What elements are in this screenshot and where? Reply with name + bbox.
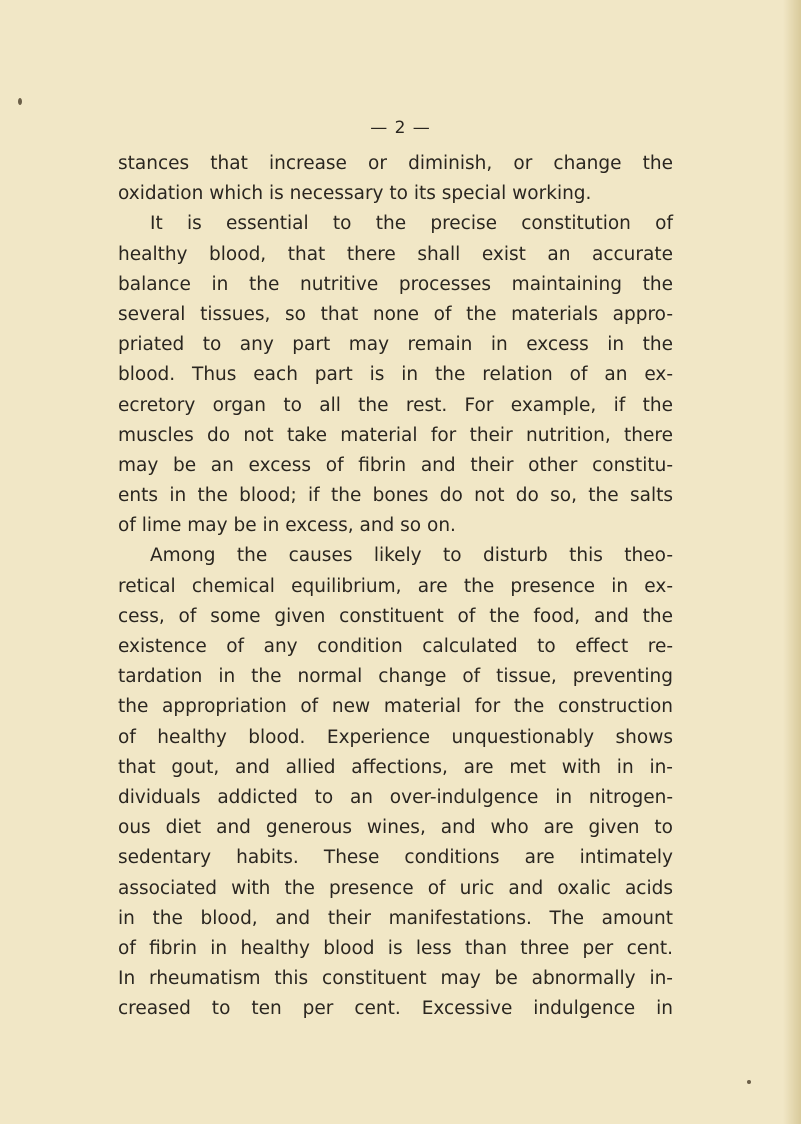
paper-speck [18,98,22,105]
body-text [118,149,673,1024]
text-line: creased to ten per cent. Excessive indulgence in [118,998,673,1020]
text-line: tardation in the normal change of tissue, preventing [118,666,673,688]
text-line: ous diet and generous wines, and who are given to [118,817,673,839]
text-line: In rheumatism this constituent may be abnormally in- [118,968,673,990]
text-line: that gout, and allied affections, are met with in in- [118,756,673,778]
text-line: dividuals addicted to an over-indulgence in nitrogen- [118,786,673,808]
text-line: It is essential to the precise constitution of [150,213,673,235]
text-line: of healthy blood. Experience unquestionably shows [118,726,673,748]
text-line: healthy blood, that there shall exist an accurate [118,243,673,265]
text-line: of lime may be in excess, and so on. [118,515,456,537]
text-line: existence of any condition calculated to effect re- [118,636,673,657]
text-line: ecretory organ to all the rest. For example, if the [118,394,673,416]
text-line: priated to any part may remain in excess in the [118,334,673,356]
text-line: muscles do not take material for their nutrition, there [118,424,673,446]
text-line: sedentary habits. These conditions are intimately [118,847,673,869]
page-edge-shadow [783,0,801,1124]
text-line: several tissues, so that none of the materials appro- [118,303,673,325]
paper-speck [747,1080,751,1084]
text-line: oxidation which is necessary to its special working. [118,183,592,205]
text-line: stances that increase or diminish, or change the [118,153,673,174]
text-line: associated with the presence of uric and oxalic acids [118,877,673,899]
text-line: balance in the nutritive processes maintaining the [118,273,673,295]
text-line: the appropriation of new material for the construction [118,696,673,718]
text-line: may be an excess of fibrin and their other constitu- [118,454,673,476]
text-line: ents in the blood; if the bones do not do so, the salts [118,485,673,507]
text-line: retical chemical equilibrium, are the presence in ex- [118,575,673,597]
text-line: blood. Thus each part is in the relation of an ex- [118,364,673,386]
page-number: — 2 — [370,118,431,138]
text-line: of fibrin in healthy blood is less than three per cent. [118,937,673,959]
text-line: cess, of some given constituent of the food, and the [118,605,673,627]
text-line: Among the causes likely to disturb this theo- [150,545,673,567]
text-line: in the blood, and their manifestations. The amount [118,907,673,929]
